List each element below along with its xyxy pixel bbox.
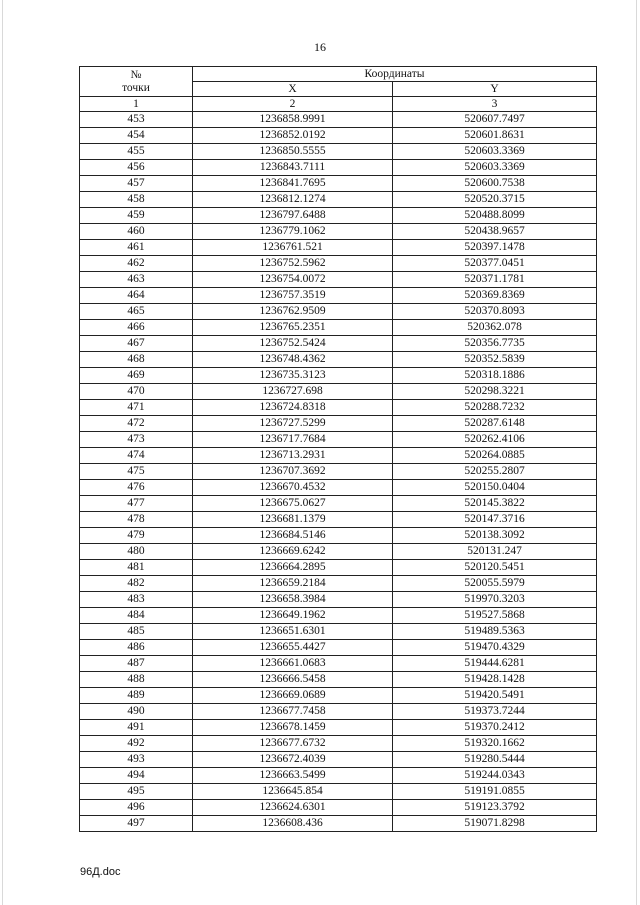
- table-row: [80, 480, 597, 496]
- table-row: [80, 704, 597, 720]
- point-number-cell: 470: [80, 384, 193, 400]
- x-coordinate-cell: 1236761.521: [193, 240, 393, 256]
- point-number-cell: 469: [80, 368, 193, 384]
- table-row: [80, 368, 597, 384]
- column-number-3: 3: [393, 97, 597, 112]
- x-coordinate-cell: 1236608.436: [193, 816, 393, 832]
- scan-edge-right: [636, 0, 637, 905]
- x-coordinate-cell: 1236762.9509: [193, 304, 393, 320]
- y-coordinate-cell: 520138.3092: [393, 528, 597, 544]
- table-body: [80, 112, 597, 832]
- y-coordinate-cell: 519428.1428: [393, 672, 597, 688]
- point-number-cell: 460: [80, 224, 193, 240]
- y-coordinate-cell: 519527.5868: [393, 608, 597, 624]
- y-coordinate-cell: 520520.3715: [393, 192, 597, 208]
- point-number-cell: 458: [80, 192, 193, 208]
- table-row: [80, 112, 597, 128]
- y-coordinate-cell: 520603.3369: [393, 144, 597, 160]
- table-row: [80, 576, 597, 592]
- x-coordinate-cell: 1236843.7111: [193, 160, 393, 176]
- y-coordinate-cell: 519191.0855: [393, 784, 597, 800]
- x-coordinate-cell: 1236850.5555: [193, 144, 393, 160]
- y-coordinate-cell: 519373.7244: [393, 704, 597, 720]
- y-coordinate-cell: 520370.8093: [393, 304, 597, 320]
- table-row: [80, 128, 597, 144]
- table-header: [80, 67, 597, 112]
- x-coordinate-cell: 1236752.5962: [193, 256, 393, 272]
- y-coordinate-cell: 520371.1781: [393, 272, 597, 288]
- point-number-cell: 478: [80, 512, 193, 528]
- point-number-cell: 474: [80, 448, 193, 464]
- x-coordinate-cell: 1236724.8318: [193, 400, 393, 416]
- y-coordinate-cell: 520601.8631: [393, 128, 597, 144]
- y-coordinate-cell: 519071.8298: [393, 816, 597, 832]
- x-coordinate-cell: 1236672.4039: [193, 752, 393, 768]
- point-number-cell: 475: [80, 464, 193, 480]
- point-number-cell: 455: [80, 144, 193, 160]
- x-coordinate-cell: 1236754.0072: [193, 272, 393, 288]
- point-number-cell: 497: [80, 816, 193, 832]
- y-coordinate-cell: 520603.3369: [393, 160, 597, 176]
- table-row: [80, 800, 597, 816]
- y-coordinate-cell: 519444.6281: [393, 656, 597, 672]
- y-coordinate-cell: 520438.9657: [393, 224, 597, 240]
- point-number-cell: 494: [80, 768, 193, 784]
- y-coordinate-cell: 520352.5839: [393, 352, 597, 368]
- table-row: [80, 160, 597, 176]
- point-number-cell: 482: [80, 576, 193, 592]
- point-number-cell: 466: [80, 320, 193, 336]
- x-coordinate-cell: 1236678.1459: [193, 720, 393, 736]
- table-row: [80, 256, 597, 272]
- x-header: X: [193, 82, 393, 97]
- table-row: [80, 688, 597, 704]
- table-row: [80, 432, 597, 448]
- table-row: [80, 672, 597, 688]
- table-row: [80, 528, 597, 544]
- x-coordinate-cell: 1236675.0627: [193, 496, 393, 512]
- point-number-cell: 477: [80, 496, 193, 512]
- x-coordinate-cell: 1236681.1379: [193, 512, 393, 528]
- point-number-cell: 489: [80, 688, 193, 704]
- y-header: Y: [393, 82, 597, 97]
- x-coordinate-cell: 1236765.2351: [193, 320, 393, 336]
- x-coordinate-cell: 1236812.1274: [193, 192, 393, 208]
- point-number-cell: 495: [80, 784, 193, 800]
- y-coordinate-cell: 520397.1478: [393, 240, 597, 256]
- y-coordinate-cell: 520298.3221: [393, 384, 597, 400]
- y-coordinate-cell: 520600.7538: [393, 176, 597, 192]
- table-row: [80, 288, 597, 304]
- table-row: [80, 384, 597, 400]
- x-coordinate-cell: 1236661.0683: [193, 656, 393, 672]
- point-number-cell: 463: [80, 272, 193, 288]
- x-coordinate-cell: 1236707.3692: [193, 464, 393, 480]
- x-coordinate-cell: 1236655.4427: [193, 640, 393, 656]
- x-coordinate-cell: 1236624.6301: [193, 800, 393, 816]
- point-number-cell: 468: [80, 352, 193, 368]
- point-number-cell: 492: [80, 736, 193, 752]
- y-coordinate-cell: 520150.0404: [393, 480, 597, 496]
- table-row: [80, 304, 597, 320]
- table-row: [80, 560, 597, 576]
- point-number-cell: 472: [80, 416, 193, 432]
- table-row: [80, 144, 597, 160]
- table-row: [80, 768, 597, 784]
- point-number-cell: 457: [80, 176, 193, 192]
- y-coordinate-cell: 519470.4329: [393, 640, 597, 656]
- point-number-cell: 486: [80, 640, 193, 656]
- x-coordinate-cell: 1236752.5424: [193, 336, 393, 352]
- y-coordinate-cell: 519280.5444: [393, 752, 597, 768]
- table-row: [80, 496, 597, 512]
- table-row: [80, 464, 597, 480]
- y-coordinate-cell: 519370.2412: [393, 720, 597, 736]
- table-row: [80, 784, 597, 800]
- x-coordinate-cell: 1236666.5458: [193, 672, 393, 688]
- x-coordinate-cell: 1236651.6301: [193, 624, 393, 640]
- x-coordinate-cell: 1236684.5146: [193, 528, 393, 544]
- y-coordinate-cell: 520607.7497: [393, 112, 597, 128]
- table-row: [80, 224, 597, 240]
- point-number-cell: 491: [80, 720, 193, 736]
- x-coordinate-cell: 1236669.0689: [193, 688, 393, 704]
- table-row: [80, 208, 597, 224]
- y-coordinate-cell: 520147.3716: [393, 512, 597, 528]
- y-coordinate-cell: 520287.6148: [393, 416, 597, 432]
- x-coordinate-cell: 1236797.6488: [193, 208, 393, 224]
- footer-filename: 96Д.doc: [80, 866, 121, 878]
- y-coordinate-cell: 519420.5491: [393, 688, 597, 704]
- coordinates-table: [79, 66, 597, 832]
- coordinates-header: Координаты: [193, 67, 597, 82]
- x-coordinate-cell: 1236727.698: [193, 384, 393, 400]
- table-row: [80, 592, 597, 608]
- y-coordinate-cell: 520488.8099: [393, 208, 597, 224]
- x-coordinate-cell: 1236677.6732: [193, 736, 393, 752]
- scan-edge-left: [2, 0, 3, 905]
- table-row: [80, 400, 597, 416]
- x-coordinate-cell: 1236748.4362: [193, 352, 393, 368]
- table-row: [80, 176, 597, 192]
- point-number-word: точки: [122, 81, 150, 94]
- x-coordinate-cell: 1236669.6242: [193, 544, 393, 560]
- x-coordinate-cell: 1236852.0192: [193, 128, 393, 144]
- x-coordinate-cell: 1236717.7684: [193, 432, 393, 448]
- point-number-cell: 465: [80, 304, 193, 320]
- point-number-cell: 487: [80, 656, 193, 672]
- page-number: 16: [314, 40, 326, 54]
- y-coordinate-cell: 520262.4106: [393, 432, 597, 448]
- y-coordinate-cell: 519123.3792: [393, 800, 597, 816]
- point-number-cell: 485: [80, 624, 193, 640]
- table-row: [80, 192, 597, 208]
- point-number-cell: 456: [80, 160, 193, 176]
- table-row: [80, 544, 597, 560]
- table-row: [80, 272, 597, 288]
- y-coordinate-cell: 520362.078: [393, 320, 597, 336]
- point-number-cell: 480: [80, 544, 193, 560]
- point-number-cell: 490: [80, 704, 193, 720]
- x-coordinate-cell: 1236649.1962: [193, 608, 393, 624]
- x-coordinate-cell: 1236659.2184: [193, 576, 393, 592]
- y-coordinate-cell: 519489.5363: [393, 624, 597, 640]
- x-coordinate-cell: 1236677.7458: [193, 704, 393, 720]
- point-number-cell: 464: [80, 288, 193, 304]
- y-coordinate-cell: 520264.0885: [393, 448, 597, 464]
- x-coordinate-cell: 1236664.2895: [193, 560, 393, 576]
- y-coordinate-cell: 520145.3822: [393, 496, 597, 512]
- y-coordinate-cell: 520377.0451: [393, 256, 597, 272]
- point-number-cell: 484: [80, 608, 193, 624]
- table-row: [80, 336, 597, 352]
- y-coordinate-cell: 520255.2807: [393, 464, 597, 480]
- point-number-cell: 461: [80, 240, 193, 256]
- table-row: [80, 816, 597, 832]
- point-number-cell: 467: [80, 336, 193, 352]
- point-number-cell: 496: [80, 800, 193, 816]
- table-row: [80, 656, 597, 672]
- table-row: [80, 240, 597, 256]
- table-row: [80, 624, 597, 640]
- x-coordinate-cell: 1236663.5499: [193, 768, 393, 784]
- point-number-header: [80, 67, 193, 97]
- x-coordinate-cell: 1236713.2931: [193, 448, 393, 464]
- point-number-cell: 459: [80, 208, 193, 224]
- point-number-cell: 481: [80, 560, 193, 576]
- x-coordinate-cell: 1236779.1062: [193, 224, 393, 240]
- y-coordinate-cell: 520356.7735: [393, 336, 597, 352]
- y-coordinate-cell: 520288.7232: [393, 400, 597, 416]
- table-row: [80, 720, 597, 736]
- point-number-cell: 476: [80, 480, 193, 496]
- y-coordinate-cell: 519244.0343: [393, 768, 597, 784]
- x-coordinate-cell: 1236670.4532: [193, 480, 393, 496]
- x-coordinate-cell: 1236841.7695: [193, 176, 393, 192]
- y-coordinate-cell: 520369.8369: [393, 288, 597, 304]
- point-number-cell: 479: [80, 528, 193, 544]
- point-number-cell: 483: [80, 592, 193, 608]
- x-coordinate-cell: 1236757.3519: [193, 288, 393, 304]
- point-number-cell: 471: [80, 400, 193, 416]
- x-coordinate-cell: 1236727.5299: [193, 416, 393, 432]
- y-coordinate-cell: 519970.3203: [393, 592, 597, 608]
- table-row: [80, 352, 597, 368]
- column-number-1: 1: [80, 97, 193, 112]
- point-number-cell: 493: [80, 752, 193, 768]
- table-row: [80, 736, 597, 752]
- y-coordinate-cell: 520120.5451: [393, 560, 597, 576]
- x-coordinate-cell: 1236645.854: [193, 784, 393, 800]
- y-coordinate-cell: 520318.1886: [393, 368, 597, 384]
- y-coordinate-cell: 520131.247: [393, 544, 597, 560]
- table-row: [80, 512, 597, 528]
- x-coordinate-cell: 1236858.9991: [193, 112, 393, 128]
- y-coordinate-cell: 519320.1662: [393, 736, 597, 752]
- table-row: [80, 448, 597, 464]
- point-number-cell: 473: [80, 432, 193, 448]
- table-row: [80, 416, 597, 432]
- y-coordinate-cell: 520055.5979: [393, 576, 597, 592]
- point-number-symbol: №: [130, 68, 142, 81]
- table-row: [80, 752, 597, 768]
- point-number-cell: 454: [80, 128, 193, 144]
- table-row: [80, 608, 597, 624]
- table-row: [80, 640, 597, 656]
- table-row: [80, 320, 597, 336]
- point-number-cell: 453: [80, 112, 193, 128]
- x-coordinate-cell: 1236658.3984: [193, 592, 393, 608]
- x-coordinate-cell: 1236735.3123: [193, 368, 393, 384]
- column-number-2: 2: [193, 97, 393, 112]
- point-number-cell: 488: [80, 672, 193, 688]
- point-number-cell: 462: [80, 256, 193, 272]
